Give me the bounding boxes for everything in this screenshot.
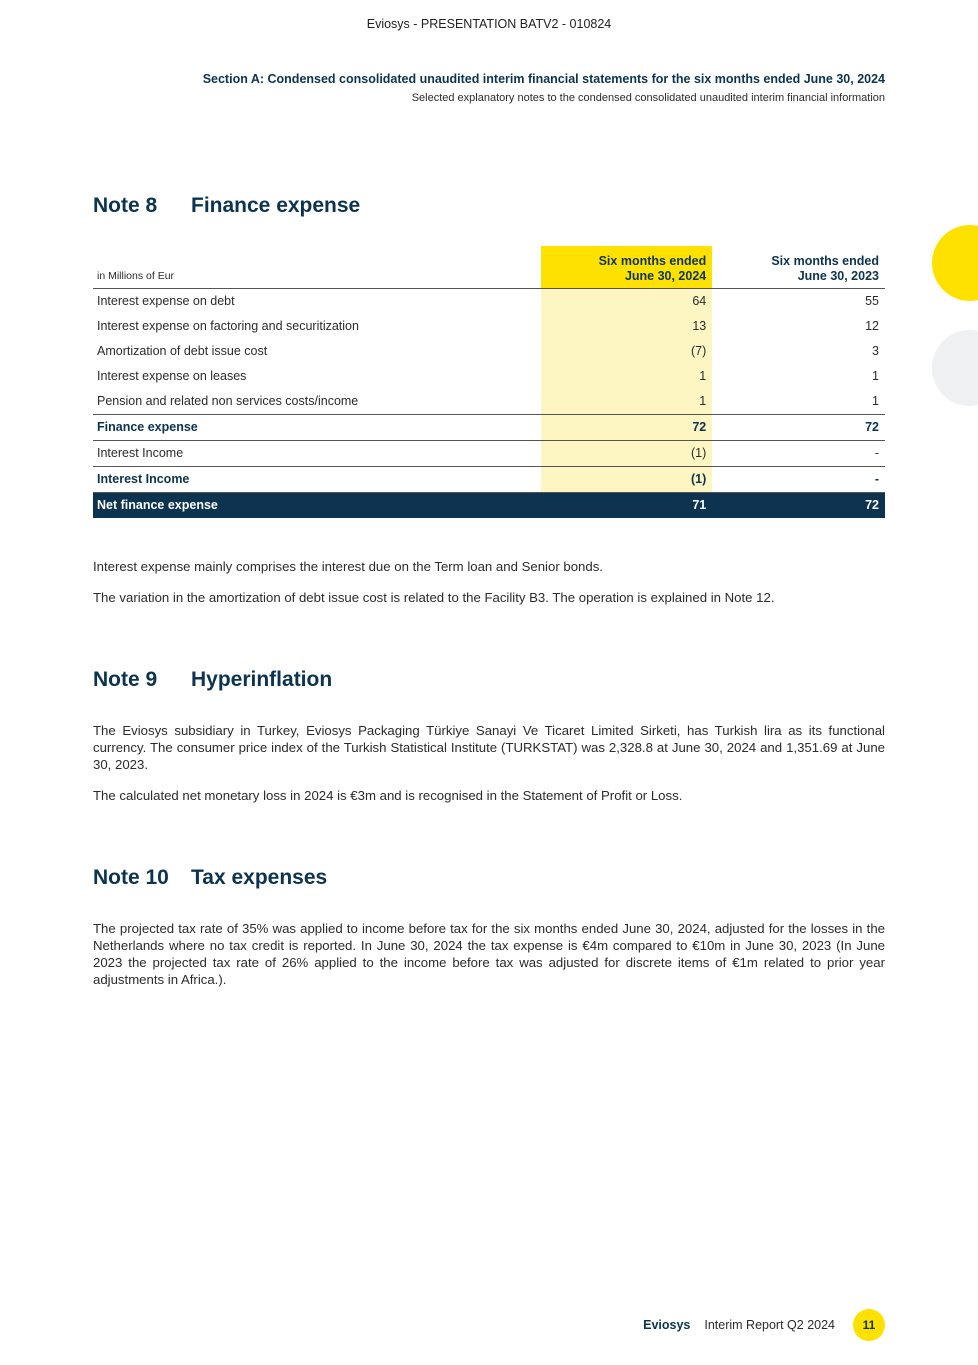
table-row [93,389,885,415]
value-2023: 72 [712,414,885,440]
column-header-line: Six months ended [598,253,707,268]
column-header-2023 [712,246,885,288]
total-row [93,492,885,518]
value-2023: 72 [712,492,885,518]
note-8-paragraph-2: The variation in the amortization of debt issue cost is related to the Facility B3. The operation is explained in Note 12. [93,590,775,605]
decorative-yellow-circle [932,225,978,301]
row-label: Amortization of debt issue cost [97,344,268,358]
section-title: Section A: Condensed consolidated unaudited interim financial statements for the six months ended June 30, 2024 [202,72,885,86]
column-header-line: Six months ended [771,253,879,268]
value-2023: 1 [872,394,879,408]
value-2024: 71 [541,492,713,518]
note-title: Tax expenses [191,866,328,889]
column-header-line: June 30, 2024 [624,268,707,283]
note-title: Finance expense [191,194,361,217]
note-10-paragraph-1: The projected tax rate of 35% was applied to income before tax for the six months ended June 30, 2024, adjusted for the losses in the Netherlands where no tax credit is reported. In June 30, 2024 the tax expense is €4m compared to €10m in June 30, 2023 (In June 2023 the projected tax rate of 26% applied to the income before tax was adjusted for discrete items of €1m related to prior year adjustments in Africa.). [93,921,885,987]
note-number: Note 8 [93,194,158,217]
value-2024: 64 [541,288,713,314]
row-label: Interest Income [97,446,184,460]
note-9-heading [93,668,332,692]
value-2024: 1 [541,389,713,415]
page-number-badge: 11 [853,1309,885,1341]
column-header-line: June 30, 2023 [797,268,879,283]
row-label: Interest expense on factoring and securitization [97,319,359,333]
decorative-grey-circle [932,330,978,406]
section-subtitle: Selected explanatory notes to the condensed consolidated unaudited interim financial information [411,92,885,104]
table-header-row [93,246,885,288]
note-10-heading [93,866,327,890]
note-number: Note 9 [93,668,158,691]
value-2024: (7) [541,339,713,364]
document-title: Eviosys - PRESENTATION BATV2 - 010824 [366,17,612,31]
row-label: Finance expense [93,414,541,440]
row-label: Interest expense on debt [97,294,235,308]
note-number: Note 10 [93,866,169,889]
footer-report-name: Interim Report Q2 2024 [704,1318,835,1332]
value-2023: 55 [865,294,879,308]
value-2024: (1) [541,440,713,466]
value-2024: 13 [541,314,713,339]
value-2024: 72 [541,414,713,440]
row-label: Interest expense on leases [97,369,247,383]
row-label: Pension and related non services costs/income [97,394,359,408]
row-label: Interest Income [93,466,541,492]
subtotal-row [93,414,885,440]
row-label: Net finance expense [93,492,541,518]
table-row [93,314,885,339]
table-row [93,288,885,314]
value-2023: - [712,466,885,492]
finance-expense-table [93,246,885,518]
note-9-paragraph-2: The calculated net monetary loss in 2024 is €3m and is recognised in the Statement of Profit or Loss. [93,788,683,803]
subtotal-row [93,466,885,492]
note-9-paragraph-1: The Eviosys subsidiary in Turkey, Eviosys Packaging Türkiye Sanayi Ve Ticaret Limited Sirketi, has Turkish lira as its functional currency. The consumer price index of the Turkish Statistical Institute (TURKSTAT) was 2,328.8 at June 30, 2024 and 1,351.69 at June 30, 2023. [93,723,885,772]
unit-label: in Millions of Eur [93,246,541,288]
table-row [93,339,885,364]
note-8-paragraph-1: Interest expense mainly comprises the interest due on the Term loan and Senior bonds. [93,559,603,574]
value-2024: (1) [541,466,713,492]
page-footer [643,1310,885,1340]
value-2023: 3 [872,344,879,358]
table-row [93,440,885,466]
value-2023: 1 [872,369,879,383]
note-8-heading [93,194,360,218]
value-2023: - [874,446,879,460]
column-header-2024 [541,246,713,288]
value-2023: 12 [865,319,879,333]
footer-brand: Eviosys [643,1318,691,1332]
note-title: Hyperinflation [191,668,333,691]
table-row [93,364,885,389]
value-2024: 1 [541,364,713,389]
